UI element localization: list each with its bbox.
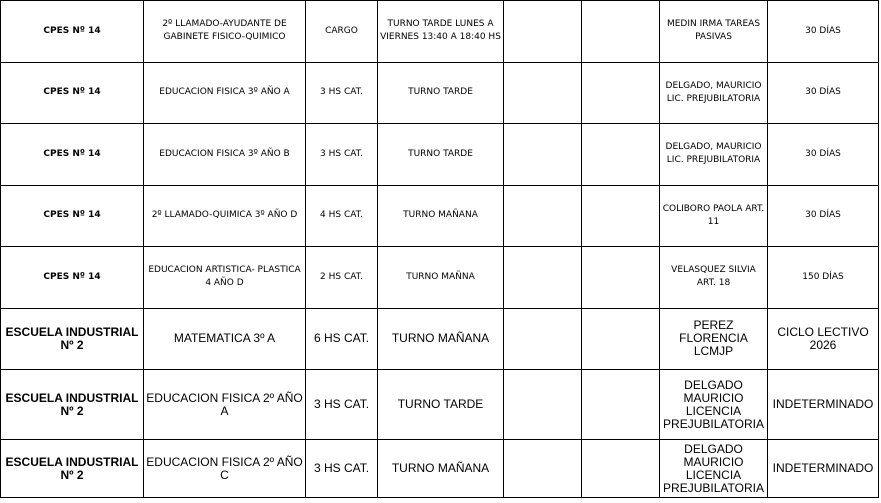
duration-cell: 30 DÍAS: [768, 62, 879, 124]
duration-cell: 30 DÍAS: [768, 1, 879, 63]
empty-cell: [504, 62, 582, 124]
table-row: [1, 308, 879, 370]
table-row: [1, 370, 879, 440]
empty-cell: [582, 1, 660, 63]
holder-cell: PEREZ FLORENCIA LCMJP: [660, 308, 768, 370]
subject-cell: EDUCACION ARTISTICA- PLASTICA 4 AÑO D: [144, 247, 306, 309]
hours-cell: 3 HS CAT.: [306, 370, 378, 440]
subject-cell: EDUCACION FISICA 3º AÑO A: [144, 62, 306, 124]
table-row: [1, 440, 879, 498]
school-cell: ESCUELA INDUSTRIAL Nº 2: [1, 308, 144, 370]
subject-cell: 2º LLAMADO-QUIMICA 3º AÑO D: [144, 185, 306, 247]
empty-cell: [582, 308, 660, 370]
holder-cell: VELASQUEZ SILVIA ART. 18: [660, 247, 768, 309]
shift-cell: TURNO MAÑANA: [378, 440, 504, 498]
empty-cell: [504, 185, 582, 247]
empty-cell: [582, 62, 660, 124]
school-cell: CPES Nº 14: [1, 247, 144, 309]
hours-cell: 6 HS CAT.: [306, 308, 378, 370]
school-cell: CPES Nº 14: [1, 185, 144, 247]
shift-cell: TURNO TARDE: [378, 124, 504, 186]
holder-cell: COLIBORO PAOLA ART. 11: [660, 185, 768, 247]
duration-cell: CICLO LECTIVO 2026: [768, 308, 879, 370]
holder-cell: DELGADO MAURICIO LICENCIA PREJUBILATORIA: [660, 370, 768, 440]
empty-cell: [582, 124, 660, 186]
subject-cell: 2º LLAMADO-AYUDANTE DE GABINETE FISICO-QUIMICO: [144, 1, 306, 63]
subject-cell: EDUCACION FISICA 2º AÑO A: [144, 370, 306, 440]
empty-cell: [582, 440, 660, 498]
shift-cell: TURNO MAÑANA: [378, 185, 504, 247]
shift-cell: TURNO MAÑANA: [378, 308, 504, 370]
school-cell: CPES Nº 14: [1, 1, 144, 63]
hours-cell: 3 HS CAT.: [306, 124, 378, 186]
hours-cell: 4 HS CAT.: [306, 185, 378, 247]
empty-cell: [504, 1, 582, 63]
table-row: [1, 185, 879, 247]
empty-cell: [504, 124, 582, 186]
table-row: [1, 124, 879, 186]
school-cell: ESCUELA INDUSTRIAL Nº 2: [1, 440, 144, 498]
holder-cell: DELGADO, MAURICIO LIC. PREJUBILATORIA: [660, 124, 768, 186]
empty-cell: [582, 247, 660, 309]
school-cell: CPES Nº 14: [1, 62, 144, 124]
empty-cell: [582, 370, 660, 440]
school-cell: CPES Nº 14: [1, 124, 144, 186]
hours-cell: CARGO: [306, 1, 378, 63]
holder-cell: DELGADO MAURICIO LICENCIA PREJUBILATORIA: [660, 440, 768, 498]
shift-cell: TURNO TARDE LUNES A VIERNES 13:40 A 18:40 HS: [378, 1, 504, 63]
shift-cell: TURNO TARDE: [378, 62, 504, 124]
hours-cell: 3 HS CAT.: [306, 62, 378, 124]
holder-cell: DELGADO, MAURICIO LIC. PREJUBILATORIA: [660, 62, 768, 124]
table-row: [1, 1, 879, 63]
duration-cell: 30 DÍAS: [768, 124, 879, 186]
empty-cell: [504, 308, 582, 370]
subject-cell: MATEMATICA 3º A: [144, 308, 306, 370]
empty-cell: [582, 185, 660, 247]
shift-cell: TURNO TARDE: [378, 370, 504, 440]
duration-cell: INDETERMINADO: [768, 440, 879, 498]
school-cell: ESCUELA INDUSTRIAL Nº 2: [1, 370, 144, 440]
subject-cell: EDUCACION FISICA 2º AÑO C: [144, 440, 306, 498]
subject-cell: EDUCACION FISICA 3º AÑO B: [144, 124, 306, 186]
duration-cell: 30 DÍAS: [768, 185, 879, 247]
hours-cell: 3 HS CAT.: [306, 440, 378, 498]
table-row: [1, 62, 879, 124]
duration-cell: 150 DÍAS: [768, 247, 879, 309]
table-body: [1, 1, 879, 498]
holder-cell: MEDIN IRMA TAREAS PASIVAS: [660, 1, 768, 63]
hours-cell: 2 HS CAT.: [306, 247, 378, 309]
empty-cell: [504, 370, 582, 440]
duration-cell: INDETERMINADO: [768, 370, 879, 440]
table-row: [1, 247, 879, 309]
empty-cell: [504, 440, 582, 498]
empty-cell: [504, 247, 582, 309]
shift-cell: TURNO MAÑNA: [378, 247, 504, 309]
